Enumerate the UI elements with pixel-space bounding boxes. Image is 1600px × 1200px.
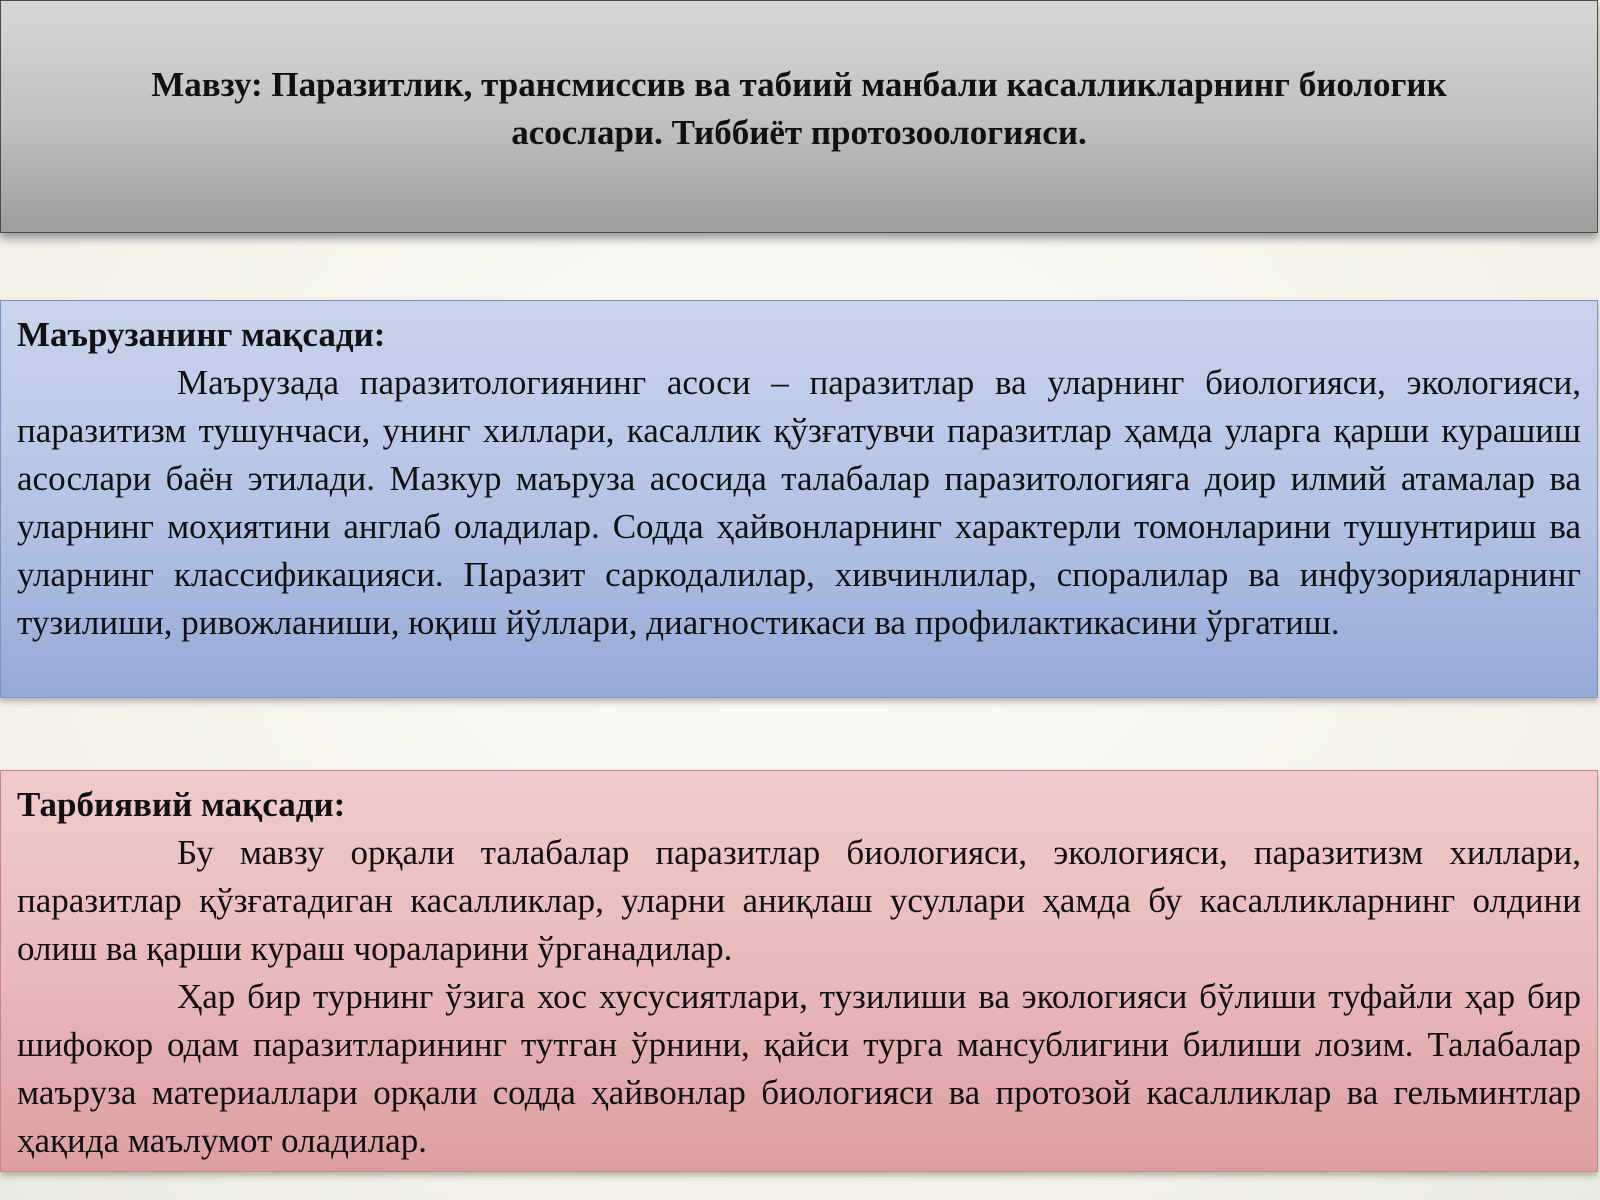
educational-goal-heading: Тарбиявий мақсади: — [17, 785, 346, 824]
slide-title — [41, 61, 1557, 157]
lecture-goal-heading: Маърузанинг мақсади: — [17, 315, 386, 354]
slide-title-line-1: Мавзу: Паразитлик, трансмиссив ва табиий манбали касалликларнинг биологик — [151, 65, 1447, 104]
title-panel — [0, 0, 1598, 233]
slide-title-line-2: асослари. Тиббиёт протозоологияси. — [511, 113, 1087, 152]
lecture-goal-text: Маърузада паразитологиянинг асоси – паразитлар ва уларнинг биологияси, экологияси, паразитизм тушунчаси, унинг хиллари, касаллик қўзғатувчи паразитлар ҳамда уларга қарши курашиш асослари баён этилади. Мазкур маъруза асосида талабалар паразитологияга доир илмий атамалар ва уларнинг моҳиятини англаб оладилар. Содда ҳайвонларнинг характерли томонларини тушунтириш ва уларнинг классификацияси. Паразит саркодалилар, хивчинлилар, споралилар ва инфузорияларнинг тузилиши, ривожланиши, юқиш йўллари, диагностикаси ва профилактикасини ўргатиш. — [17, 363, 1581, 642]
educational-goal-text-2: Ҳар бир турнинг ўзига хос хусусиятлари, тузилиши ва экологияси бўлиши туфайли ҳар бир шифокор одам паразитларининг тутган ўрнини, қайси турга мансублигини билиши лозим. Талабалар маъруза материаллари орқали содда ҳайвонлар биологияси ва протозой касалликлар ва гельминтлар ҳақида маълумот оладилар. — [17, 977, 1581, 1160]
educational-goal-panel — [0, 770, 1598, 1172]
educational-goal-text-1: Бу мавзу орқали талабалар паразитлар биологияси, экологияси, паразитизм хиллари, паразитлар қўзғатадиган касалликлар, уларни аниқлаш усуллари ҳамда бу касалликларнинг олдини олиш ва қарши кураш чораларини ўрганадилар. — [17, 833, 1581, 968]
lecture-goal-panel — [0, 300, 1598, 698]
